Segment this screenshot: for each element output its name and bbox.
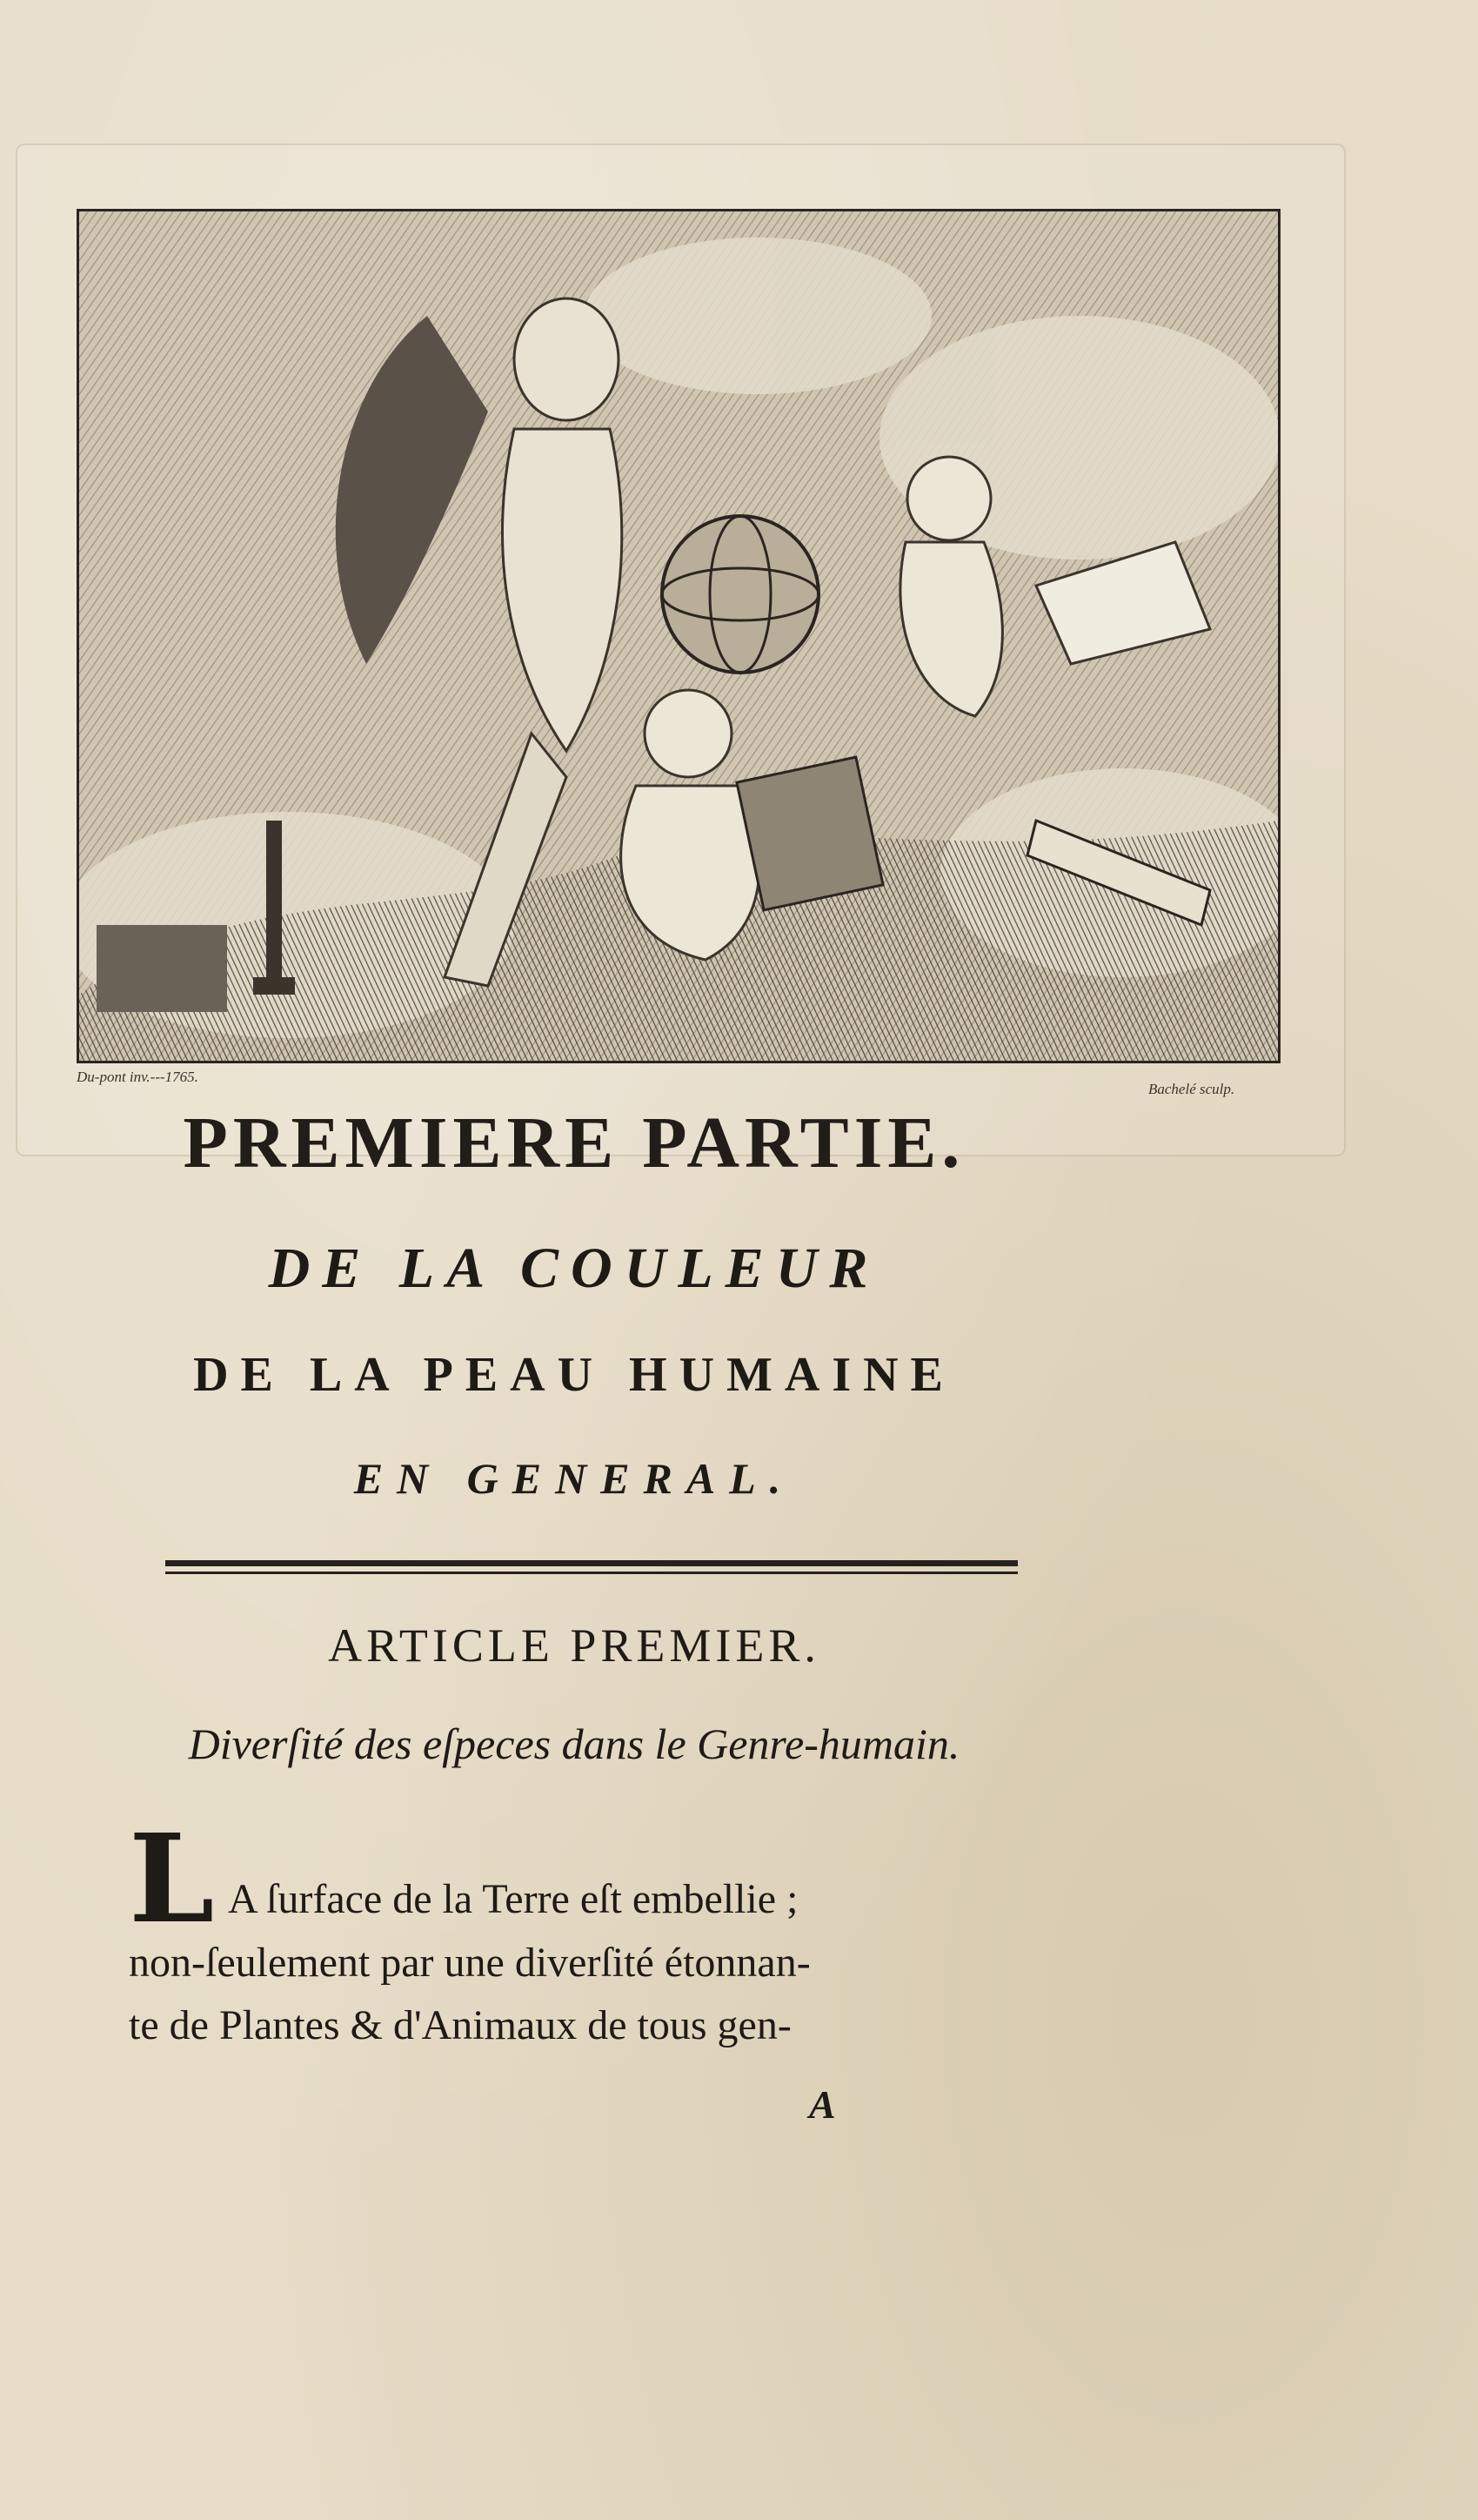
title-line-1: DE LA COULEUR bbox=[268, 1237, 880, 1300]
title-line-2: DE LA PEAU HUMAINE bbox=[193, 1348, 955, 1402]
body-line-1: A ſurface de la Terre eſt embellie ; bbox=[228, 1876, 799, 1922]
signature-mark: A bbox=[809, 2082, 836, 2127]
frontispiece-engraving bbox=[77, 209, 1281, 1063]
part-title: PREMIERE PARTIE. bbox=[183, 1102, 966, 1183]
article-subtitle: Diverſité des eſpeces dans le Genre-humain. bbox=[188, 1719, 960, 1768]
engraver-credit: Bachelé sculp. bbox=[1148, 1081, 1235, 1097]
engraving-illustration bbox=[79, 211, 1278, 1061]
body-line-2: non-ſeulement par une diverſité étonnan- bbox=[129, 1940, 811, 1986]
artist-credit: Du-pont inv.---1765. bbox=[77, 1069, 198, 1085]
body-line-3: te de Plantes & d'Animaux de tous gen- bbox=[129, 2002, 792, 2048]
title-line-3: EN GENERAL. bbox=[353, 1454, 795, 1503]
globe bbox=[662, 516, 819, 673]
article-heading: ARTICLE PREMIER. bbox=[328, 1619, 820, 1672]
ornamental-rule-thick bbox=[165, 1560, 1018, 1566]
drop-cap: L bbox=[129, 1808, 215, 1951]
ornamental-rule-thin bbox=[165, 1572, 1018, 1574]
